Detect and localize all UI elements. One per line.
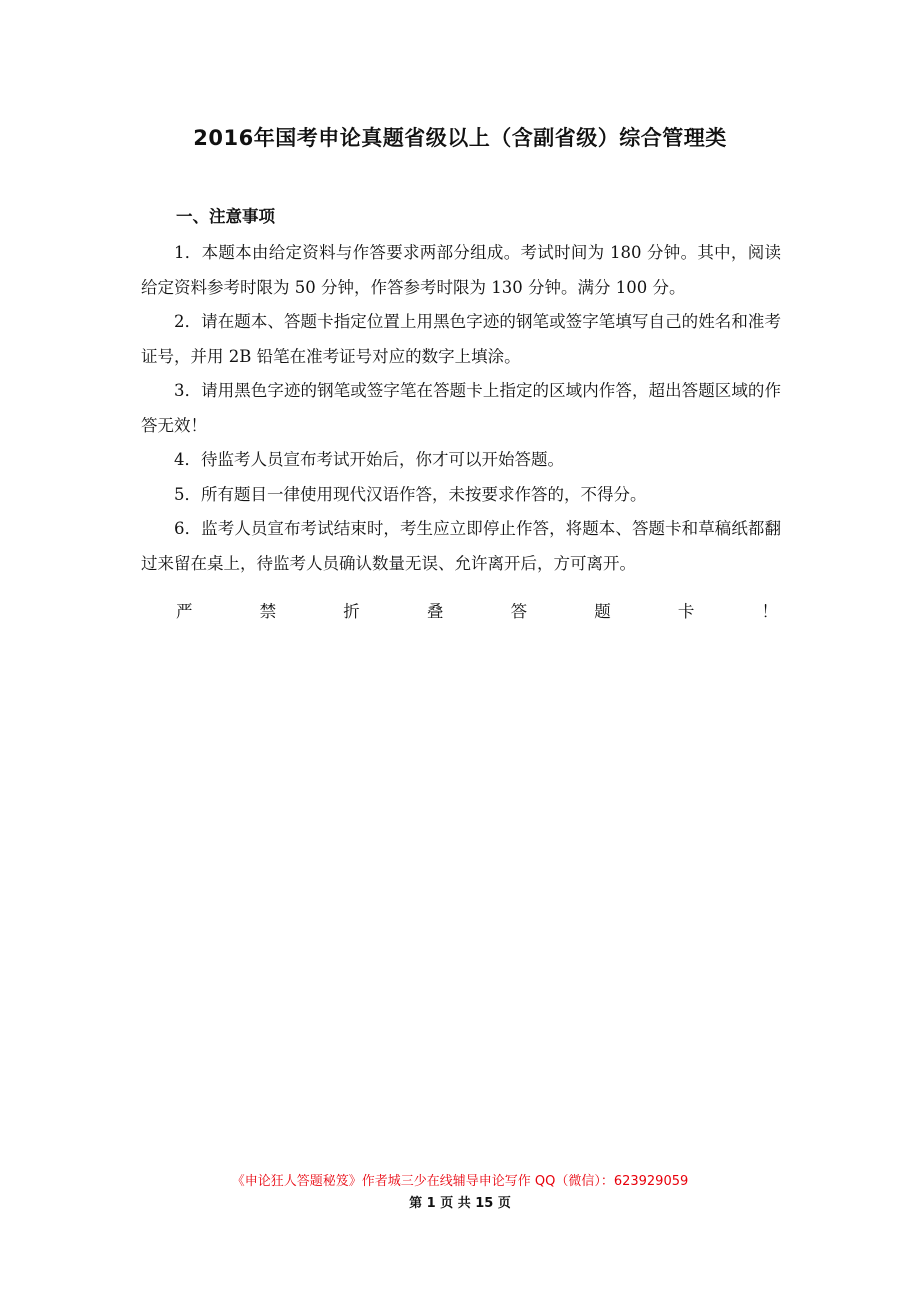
section-heading: 一、注意事项 xyxy=(176,207,275,226)
note-item: 1．本题本由给定资料与作答要求两部分组成。考试时间为 180 分钟。其中，阅读给定资料参考时限为 50 分钟，作答参考时限为 130 分钟。满分 100 分。 xyxy=(141,243,781,297)
note-item: 2．请在题本、答题卡指定位置上用黑色字迹的钢笔或签字笔填写自己的姓名和准考证号，并用 2B 铅笔在准考证号对应的数字上填涂。 xyxy=(141,312,781,366)
warning-char: ！ xyxy=(761,602,778,621)
warning-line xyxy=(176,597,778,627)
note-item: 6．监考人员宣布考试结束时，考生应立即停止作答，将题本、答题卡和草稿纸都翻过来留在桌上，待监考人员确认数量无误、允许离开后，方可离开。 xyxy=(141,519,781,573)
note-item: 3．请用黑色字迹的钢笔或签字笔在答题卡上指定的区域内作答，超出答题区域的作答无效！ xyxy=(141,381,781,435)
note-item: 5．所有题目一律使用现代汉语作答，未按要求作答的，不得分。 xyxy=(174,484,647,504)
warning-char: 题 xyxy=(594,602,611,621)
warning-char: 卡 xyxy=(677,602,695,621)
footer-credit: 《申论狂人答题秘笈》作者城三少在线辅导申论写作 QQ（微信）：623929059 xyxy=(231,1174,689,1189)
warning-char: 折 xyxy=(343,602,360,621)
warning-char: 严 xyxy=(176,602,193,621)
warning-char: 答 xyxy=(510,602,528,621)
note-item: 4．待监考人员宣布考试开始后，你才可以开始答题。 xyxy=(174,450,564,469)
warning-char: 禁 xyxy=(259,602,277,621)
warning-char: 叠 xyxy=(426,602,444,621)
page-number: 第 1 页 共 15 页 xyxy=(409,1196,511,1211)
document-title: 2016年国考申论真题省级以上（含副省级）综合管理类 xyxy=(193,126,727,150)
notes-list xyxy=(141,236,781,581)
